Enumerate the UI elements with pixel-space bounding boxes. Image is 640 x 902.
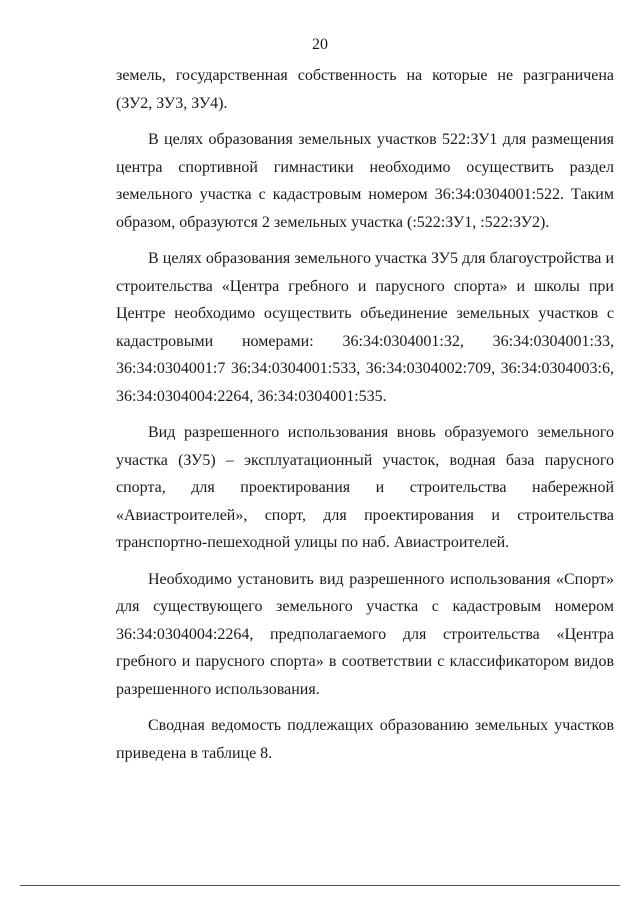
page-number: 20 [312, 36, 328, 53]
paragraph-sport-use: Необходимо установить вид разрешенного использования «Спорт» для существующего земельного участка с кадастровым номером 36:34:0304004:2264, предполагаемого для строительства «Центра гребного и парусного спорта» в соответствии с классификатором видов разрешенного использования. [116, 570, 614, 698]
body-text [116, 62, 614, 776]
bottom-rule [20, 885, 620, 886]
paragraph-summary-reference: Сводная ведомость подлежащих образованию земельных участков приведена в таблице 8. [116, 717, 614, 762]
paragraph-permitted-use: Вид разрешенного использования вновь образуемого земельного участка (ЗУ5) – эксплуатационный участок, водная база парусного спорта, для проектирования и строительства набережной «Авиастроителей», спорт, для проектирования и строительства транспортно-пешеходной улицы по наб. Авиастроителей. [116, 424, 614, 551]
paragraph-continuation: земель, государственная собственность на которые не разграничена (ЗУ2, ЗУ3, ЗУ4). [116, 67, 614, 112]
paragraph-subdivision: В целях образования земельных участков 522:ЗУ1 для размещения центра спортивной гимнастики необходимо осуществить раздел земельного участка с кадастровым номером 36:34:0304001:522. Таким образом, образуются 2 земельных участка (:522:ЗУ1, :522:ЗУ2). [116, 131, 614, 231]
paragraph-consolidation: В целях образования земельного участка ЗУ5 для благоустройства и строительства «Центра гребного и парусного спорта» и школы при Центре необходимо осуществить объединение земельных участков с кадастровыми номерами: 36:34:0304001:32, 36:34:0304001:33, 36:34:0304001:7 36:34:0304001:533, 36:34:0304002:709, 36:34:0304003:6, 36:34:0304004:2264, 36:34:0304001:535. [116, 250, 614, 405]
